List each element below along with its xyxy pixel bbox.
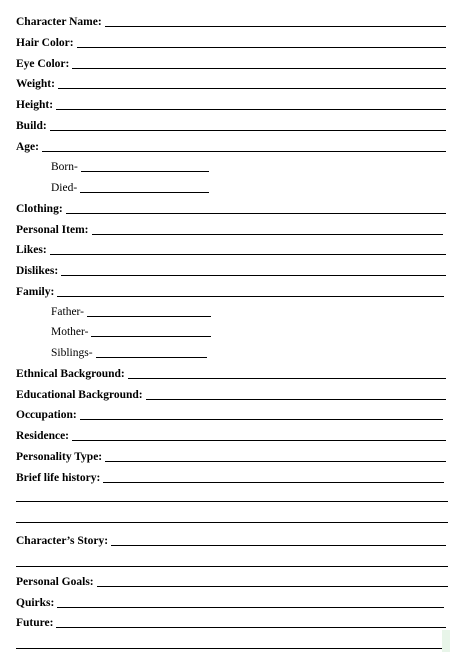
age-row	[16, 138, 446, 154]
character-name-field[interactable]	[105, 26, 446, 27]
family-label: Family:	[16, 286, 55, 298]
mother-field[interactable]	[91, 336, 211, 337]
clothing-row	[16, 200, 446, 216]
corner-mark	[442, 630, 450, 652]
hair-color-field[interactable]	[77, 47, 446, 48]
occupation-field[interactable]	[80, 419, 443, 420]
siblings-label: Siblings-	[51, 347, 93, 359]
height-row	[16, 96, 446, 112]
brief-life-history-row	[16, 469, 444, 485]
future-label: Future:	[16, 617, 54, 629]
father-row	[51, 303, 211, 319]
dislikes-field[interactable]	[61, 275, 446, 276]
hair-color-label: Hair Color:	[16, 37, 74, 49]
occupation-row	[16, 406, 443, 422]
siblings-row	[51, 344, 207, 360]
family-field[interactable]	[57, 296, 444, 297]
personality-type-field[interactable]	[105, 461, 446, 462]
age-field[interactable]	[42, 151, 446, 152]
characters-story-field[interactable]	[111, 545, 446, 546]
likes-label: Likes:	[16, 244, 47, 256]
dislikes-row	[16, 262, 446, 278]
hair-color-row	[16, 34, 446, 50]
life-history-blank-line[interactable]	[16, 522, 448, 523]
siblings-field[interactable]	[96, 357, 207, 358]
brief-life-history-label: Brief life history:	[16, 472, 101, 484]
educational-background-row	[16, 386, 446, 402]
ethnical-background-field[interactable]	[128, 378, 446, 379]
educational-background-label: Educational Background:	[16, 389, 143, 401]
life-history-blank-line[interactable]	[16, 501, 448, 502]
personality-type-row	[16, 448, 446, 464]
died-label: Died-	[51, 182, 78, 194]
residence-row	[16, 427, 446, 443]
brief-life-history-field[interactable]	[103, 482, 444, 483]
died-field[interactable]	[80, 192, 209, 193]
family-row	[16, 283, 444, 299]
born-field[interactable]	[81, 171, 209, 172]
weight-row	[16, 75, 446, 91]
likes-row	[16, 241, 446, 257]
weight-label: Weight:	[16, 78, 55, 90]
clothing-field[interactable]	[66, 213, 446, 214]
personal-item-row	[16, 221, 443, 237]
build-label: Build:	[16, 120, 47, 132]
personal-item-field[interactable]	[92, 234, 444, 235]
occupation-label: Occupation:	[16, 409, 77, 421]
personal-goals-row	[16, 573, 448, 589]
residence-field[interactable]	[72, 440, 446, 441]
weight-field[interactable]	[58, 88, 446, 89]
residence-label: Residence:	[16, 430, 70, 442]
age-label: Age:	[16, 141, 39, 153]
mother-label: Mother-	[51, 326, 89, 338]
eye-color-row	[16, 55, 446, 71]
future-field[interactable]	[56, 627, 446, 628]
father-label: Father-	[51, 306, 84, 318]
quirks-label: Quirks:	[16, 597, 55, 609]
characters-story-row	[16, 532, 446, 548]
character-name-row	[16, 13, 446, 29]
likes-field[interactable]	[50, 254, 446, 255]
personal-goals-label: Personal Goals:	[16, 576, 94, 588]
quirks-row	[16, 594, 444, 610]
personal-item-label: Personal Item:	[16, 224, 89, 236]
eye-color-label: Eye Color:	[16, 58, 70, 70]
educational-background-field[interactable]	[146, 399, 446, 400]
died-row	[51, 179, 209, 195]
story-blank-line[interactable]	[16, 566, 448, 567]
height-field[interactable]	[56, 109, 446, 110]
height-label: Height:	[16, 99, 54, 111]
mother-row	[51, 323, 211, 339]
eye-color-field[interactable]	[72, 68, 446, 69]
character-name-label: Character Name:	[16, 16, 102, 28]
born-row	[51, 158, 209, 174]
characters-story-label: Character’s Story:	[16, 535, 109, 547]
build-field[interactable]	[50, 130, 446, 131]
build-row	[16, 117, 446, 133]
dislikes-label: Dislikes:	[16, 265, 59, 277]
clothing-label: Clothing:	[16, 203, 63, 215]
born-label: Born-	[51, 161, 78, 173]
future-row	[16, 614, 446, 630]
ethnical-background-row	[16, 365, 446, 381]
ethnical-background-label: Ethnical Background:	[16, 368, 125, 380]
father-field[interactable]	[87, 316, 211, 317]
quirks-field[interactable]	[57, 607, 444, 608]
future-blank-line[interactable]	[16, 648, 448, 649]
personality-type-label: Personality Type:	[16, 451, 103, 463]
personal-goals-field[interactable]	[97, 586, 448, 587]
